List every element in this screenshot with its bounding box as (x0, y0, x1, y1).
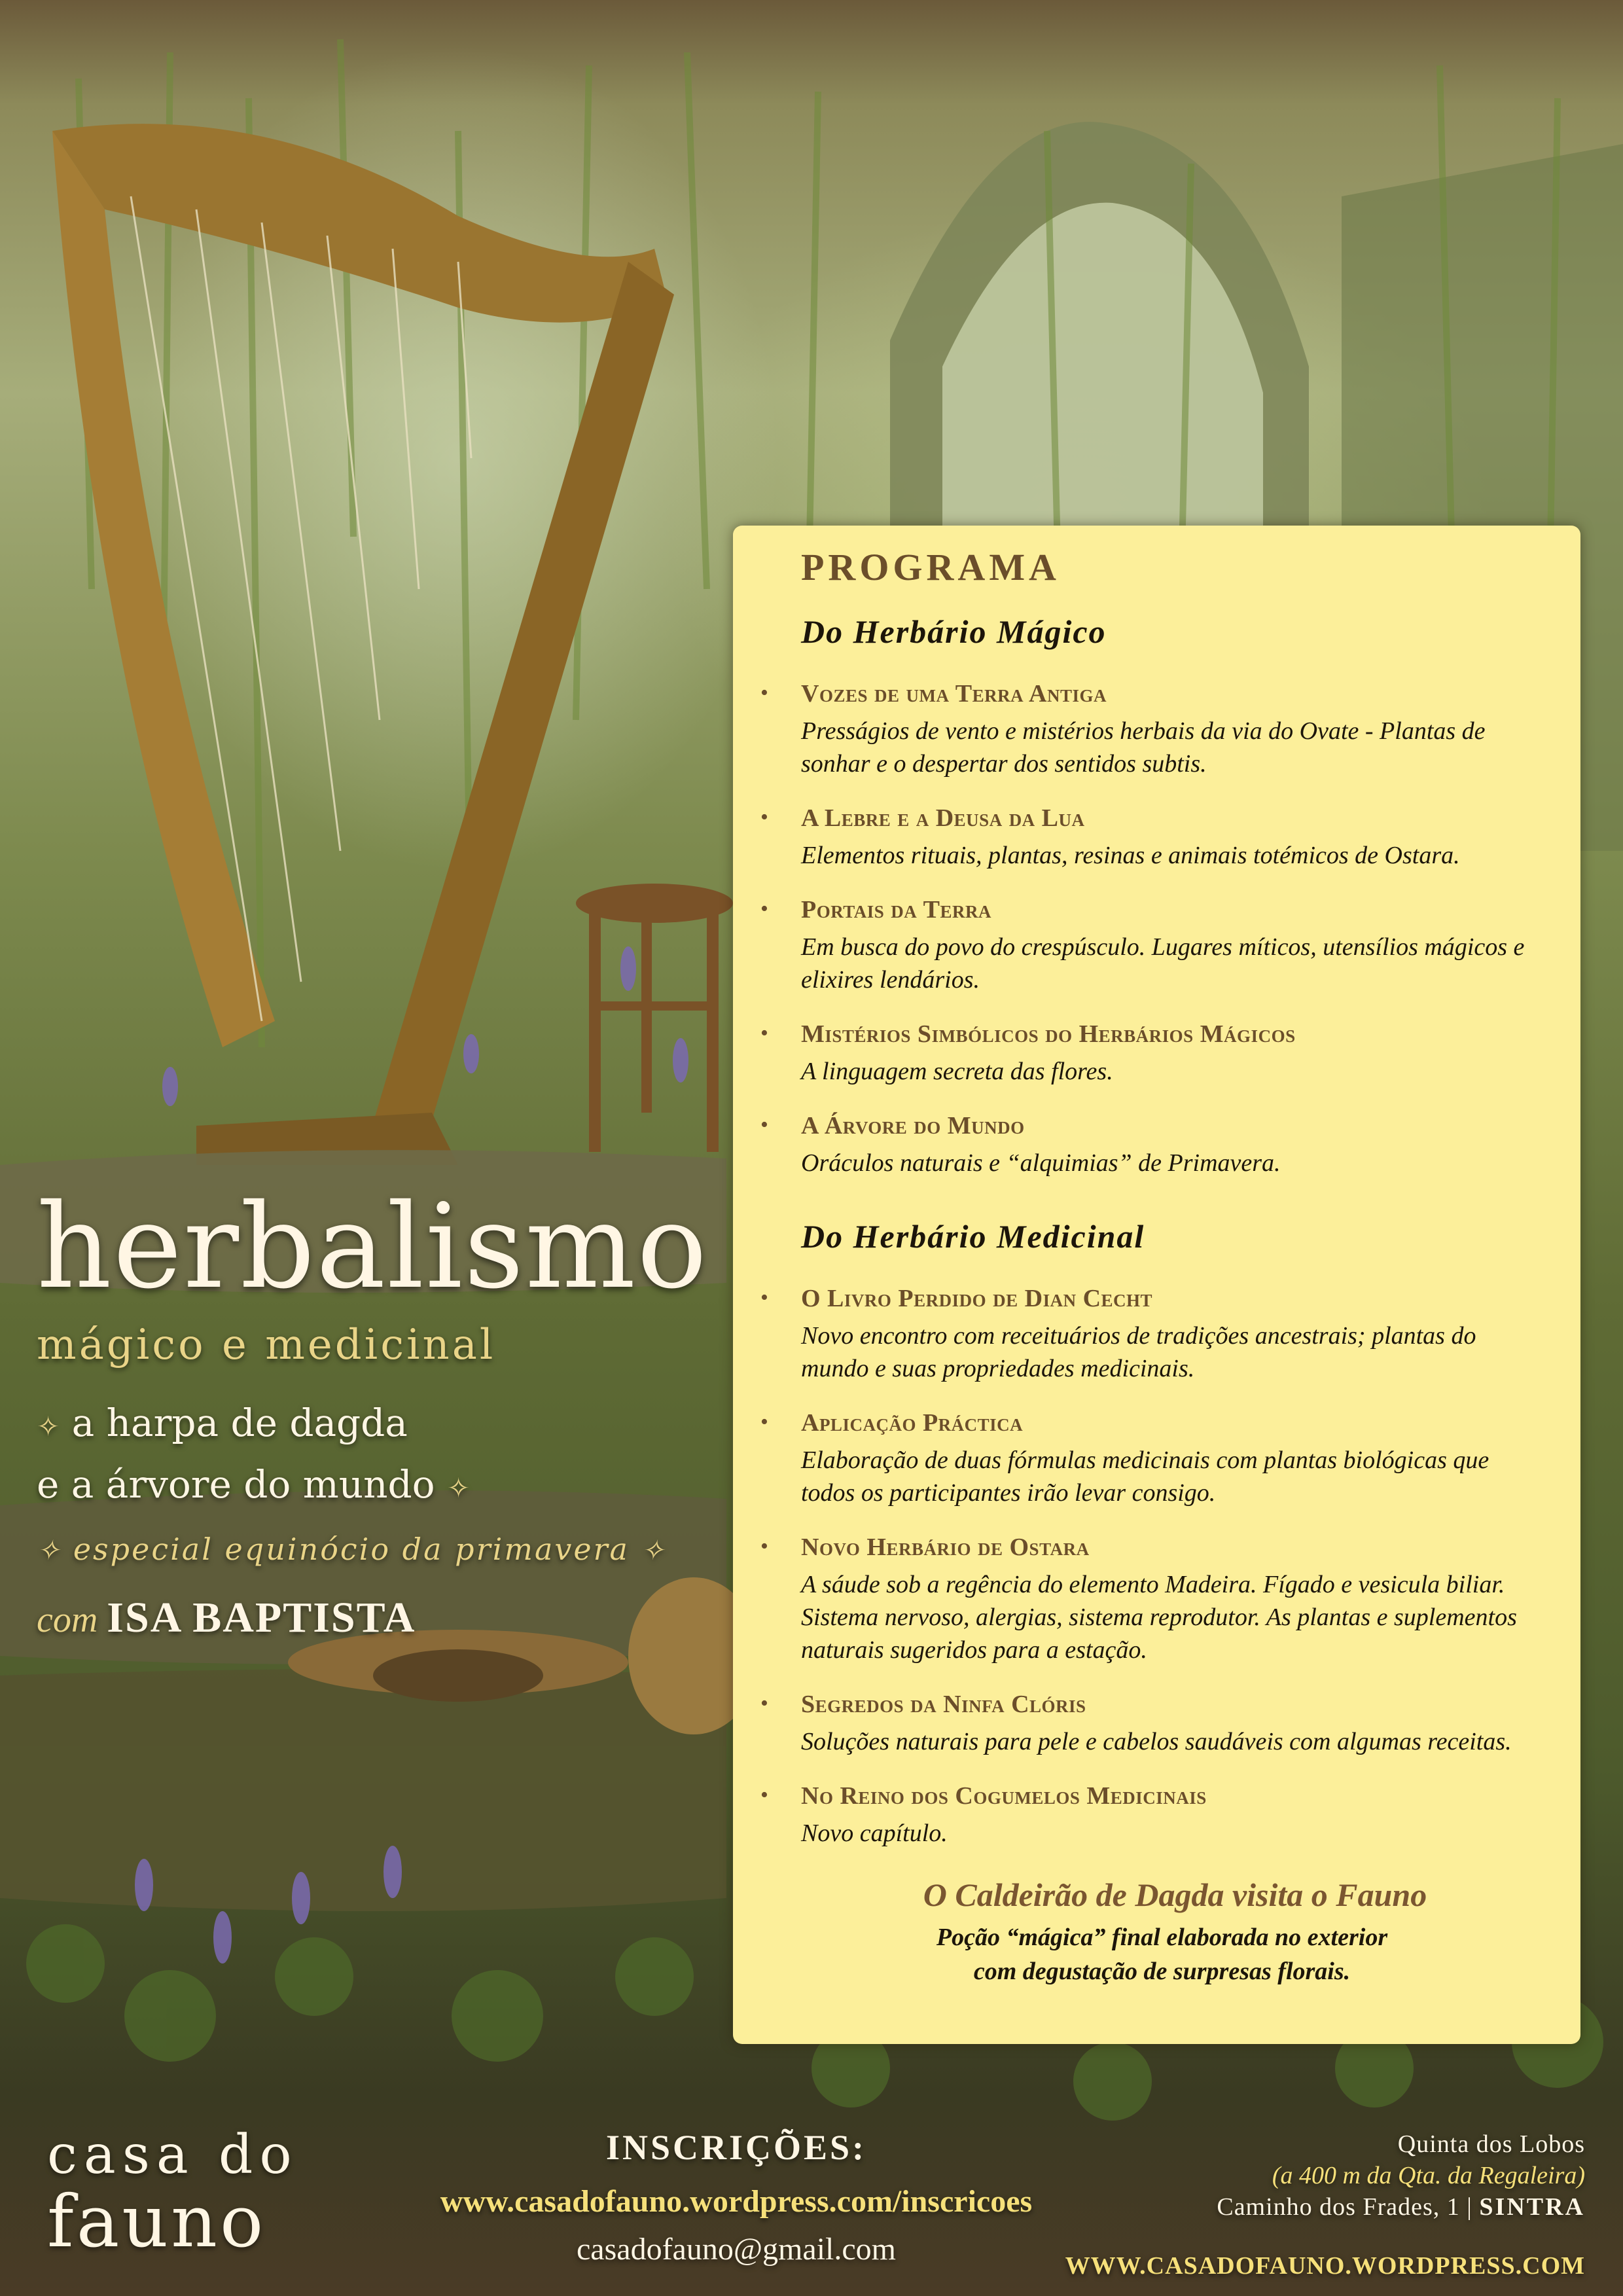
item-description: Oráculos naturais e “alquimias” de Primavera. (801, 1149, 1281, 1177)
list-item (760, 678, 1549, 780)
program-panel (733, 526, 1580, 2044)
registration-url-link[interactable]: www.casadofauno.wordpress.com/inscricoes (440, 2184, 1033, 2219)
item-title: Aplicação Práctica (801, 1409, 1024, 1437)
item-description: Elementos rituais, plantas, resinas e animais totémicos de Ostara. (801, 842, 1460, 869)
item-title: Novo Herbário de Ostara (801, 1534, 1090, 1561)
item-title: A Lebre e a Deusa da Lua (801, 804, 1085, 832)
section-heading-magic: Do Herbário Mágico (801, 613, 1107, 650)
registration-email-link[interactable]: casadofauno@gmail.com (576, 2232, 897, 2267)
address-separator: | (1467, 2193, 1472, 2221)
registration-heading: INSCRIÇÕES: (605, 2128, 867, 2167)
closing-line-2: com degustação de surpresas florais. (973, 1958, 1351, 1985)
list-item (760, 1532, 1549, 1666)
website-link[interactable]: WWW.CASADOFAUNO.WORDPRESS.COM (1065, 2252, 1585, 2280)
item-title: Vozes de uma Terra Antiga (801, 680, 1107, 708)
item-title: Segredos da Ninfa Clóris (801, 1691, 1086, 1718)
item-title: Mistérios Simbólicos do Herbários Mágicos (801, 1020, 1296, 1048)
harp-illustration (52, 124, 674, 1165)
instructor-name: ISA BAPTISTA (107, 1594, 416, 1641)
address-note: (a 400 m da Qta. da Regaleira) (1272, 2162, 1585, 2189)
bullet-icon: • (760, 1113, 768, 1137)
bullet-icon: • (760, 1021, 768, 1045)
logo-line-1: casa do (47, 2124, 298, 2186)
bullet-icon: • (760, 1783, 768, 1807)
special-edition-text: especial equinócio da primavera (73, 1532, 630, 1567)
list-item (760, 894, 1549, 996)
theme-line-1 (37, 1394, 730, 1456)
item-description: Presságios de vento e mistérios herbais da via do Ovate - Plantas de sonhar e o despertar dos sentidos subtis. (801, 717, 1486, 778)
registration-block (366, 2127, 1106, 2267)
event-subtitle: mágico e medicinal (37, 1321, 496, 1369)
item-description: Novo encontro com receituários de tradições ancestrais; plantas do mundo e suas propriedades medicinais. (801, 1322, 1476, 1382)
program-title: PROGRAMA (801, 546, 1060, 588)
bullet-icon: • (760, 805, 768, 829)
list-item (760, 1110, 1549, 1179)
bullet-icon: • (760, 681, 768, 705)
item-title: A Árvore do Mundo (801, 1112, 1025, 1139)
item-description: A linguagem secreta das flores. (801, 1058, 1113, 1085)
list-item (760, 1407, 1549, 1509)
bullet-icon: • (760, 1410, 768, 1434)
byline-prefix: com (37, 1600, 98, 1640)
item-description: Elaboração de duas fórmulas medicinais com plantas biológicas que todos os participantes irão levar consigo. (801, 1446, 1489, 1507)
list-item (760, 1283, 1549, 1385)
item-title: No Reino dos Cogumelos Medicinais (801, 1782, 1207, 1810)
closing-text (801, 1920, 1549, 1988)
closing-title: O Caldeirão de Dagda visita o Fauno (923, 1876, 1427, 1913)
ornament-icon: ✧ (37, 1410, 60, 1443)
list-item (760, 802, 1549, 872)
address-place: Quinta dos Lobos (1397, 2130, 1585, 2158)
bullet-icon: • (760, 1534, 768, 1558)
section-heading-medicinal: Do Herbário Medicinal (801, 1218, 1145, 1255)
item-description: Soluções naturais para pele e cabelos saudáveis com algumas receitas. (801, 1728, 1512, 1755)
event-title: herbalismo (37, 1179, 709, 1314)
list-item (760, 1689, 1549, 1758)
list-item (760, 1018, 1549, 1088)
bullet-icon: • (760, 897, 768, 921)
ornament-icon: ✧ (446, 1472, 471, 1504)
address-street: Caminho dos Frades, 1 (1217, 2193, 1460, 2221)
special-edition-line (37, 1532, 730, 1567)
stool (576, 884, 733, 1152)
event-title-block (37, 1178, 730, 1643)
casa-do-fauno-logo (47, 2124, 298, 2263)
theme-line-2-text: e a árvore do mundo (37, 1462, 435, 1507)
item-description: Novo capítulo. (801, 1820, 948, 1847)
closing-line-1: Poção “mágica” final elaborada no exterior (936, 1924, 1388, 1951)
address-block (1065, 2128, 1585, 2280)
bullet-icon: • (760, 1691, 768, 1715)
list-item (760, 1780, 1549, 1850)
magic-items-list (760, 678, 1549, 1179)
logo-line-2: fauno (47, 2179, 266, 2263)
theme-line-2 (37, 1456, 730, 1517)
ornament-icon: ✧ (37, 1534, 62, 1566)
item-description: Em busca do povo do crespúsculo. Lugares míticos, utensílios mágicos e elixires lendários. (801, 933, 1525, 994)
ornament-icon: ✧ (641, 1534, 666, 1566)
item-title: Portais da Terra (801, 896, 991, 924)
address-street-line (1065, 2191, 1585, 2223)
medicinal-items-list (760, 1283, 1549, 1850)
instructor-byline (37, 1593, 730, 1643)
address-city: SINTRA (1479, 2193, 1585, 2221)
item-description: A sáude sob a regência do elemento Madeira. Fígado e vesicula biliar. Sistema nervoso, alergias, sistema reprodutor. As plantas e suplementos naturais sugeridos para a estação. (801, 1571, 1517, 1664)
bullet-icon: • (760, 1285, 768, 1310)
theme-line-1-text: a harpa de dagda (71, 1401, 408, 1445)
item-title: O Livro Perdido de Dian Cecht (801, 1285, 1153, 1312)
